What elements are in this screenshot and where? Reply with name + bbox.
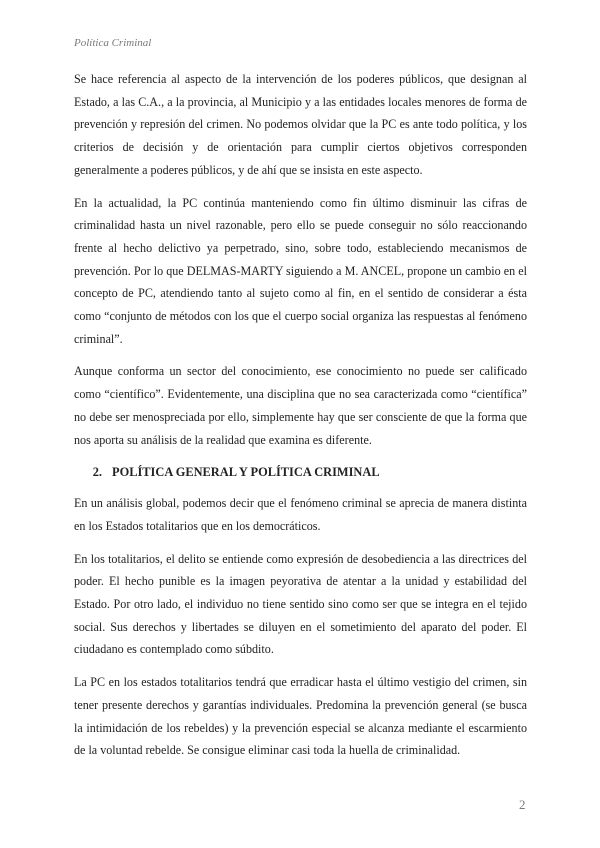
section-paragraph: En un análisis global, podemos decir que el fenómeno criminal se aprecia de manera distinta en los Estados totalitarios que en los democráticos. [74, 496, 527, 533]
page-number: 2 [519, 797, 526, 812]
document-body [74, 68, 527, 772]
section-paragraph: La PC en los estados totalitarios tendrá que erradicar hasta el último vestigio del crimen, sin tener presente derechos y garantías individuales. Predomina la prevención general (se busca la intimidación de los rebeldes) y la prevención especial se alcanza mediante el escarmiento de la voluntad rebelde. Se consigue eliminar casi toda la huella de criminalidad. [74, 675, 527, 758]
section-number: 2. [92, 465, 102, 480]
body-paragraph: Se hace referencia al aspecto de la intervención de los poderes públicos, que designan al Estado, a las C.A., a la provincia, al Municipio y a las entidades locales menores de forma de prevención y represión del crimen. No podemos olvidar que la PC es ante todo política, y los criterios de decisión y de orientación para cumplir ciertos objetivos corresponden generalmente a poderes públicos, y de ahí que se insista en este aspecto. [74, 72, 527, 177]
section-paragraph: En los totalitarios, el delito se entiende como expresión de desobediencia a las directrices del poder. El hecho punible es la imagen peyorativa de atentar a la unidad y estabilidad del Estado. Por otro lado, el individuo no tiene sentido sino como ser que se integra en el tejido social. Sus derechos y libertades se diluyen en el sometimiento del aparato del poder. El ciudadano es contemplado como súbdito. [74, 551, 527, 657]
section-heading [74, 461, 527, 483]
body-paragraph: En la actualidad, la PC continúa manteniendo como fin último disminuir las cifras de criminalidad hasta un nivel razonable, pero ello se puede conseguir no sólo reaccionando frente al hecho delictivo ya perpetrado, sino, sobre todo, estableciendo mecanismos de prevención. Por lo que DELMAS-MARTY siguiendo a M. ANCEL, propone un cambio en el concepto de PC, atendiendo tanto al sujeto como al fin, en el sentido de considerar a ésta como “conjunto de métodos con los que el cuerpo social organiza las respuestas al fenómeno criminal”. [74, 195, 527, 346]
running-header: Política Criminal [74, 37, 152, 49]
body-paragraph: Aunque conforma un sector del conocimiento, ese conocimiento no puede ser calificado como “científico”. Evidentemente, una disciplina que no sea caracterizada como “científica” no debe ser menospreciada por ello, simplemente hay que ser consciente de que la forma que nos aporta su análisis de la realidad que examina es diferente. [74, 364, 527, 447]
section-title: POLÍTICA GENERAL Y POLÍTICA CRIMINAL [112, 465, 380, 480]
